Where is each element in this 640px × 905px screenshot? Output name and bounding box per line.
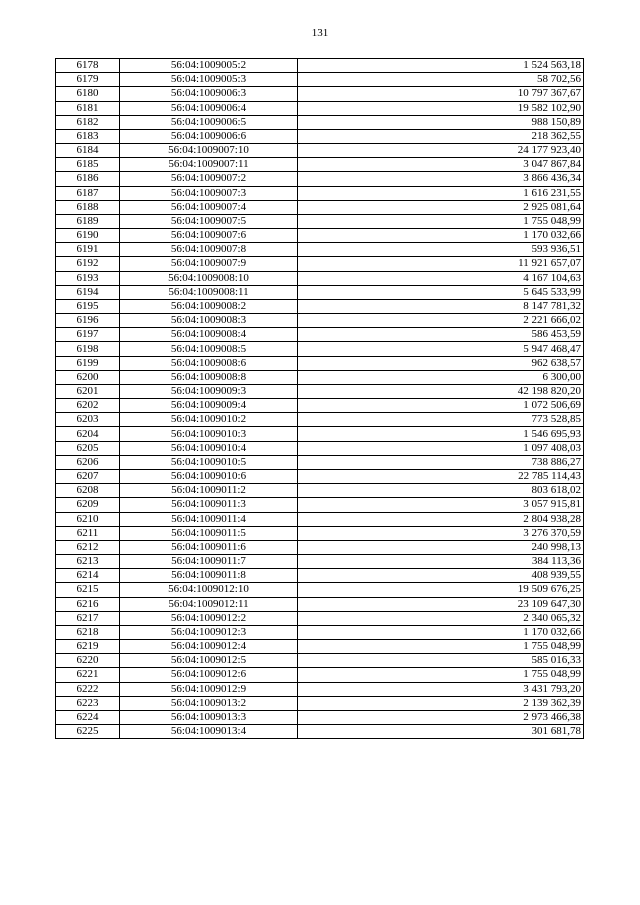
cadastral-number-cell: 56:04:1009010:6 bbox=[120, 469, 298, 483]
table-row bbox=[56, 129, 584, 143]
row-number-cell: 6201 bbox=[56, 384, 120, 398]
cadastral-number-cell: 56:04:1009012:10 bbox=[120, 583, 298, 597]
cadastral-number-cell: 56:04:1009006:5 bbox=[120, 115, 298, 129]
cadastral-number-cell: 56:04:1009012:5 bbox=[120, 654, 298, 668]
cadastral-number-cell: 56:04:1009012:9 bbox=[120, 682, 298, 696]
cadastral-number-cell: 56:04:1009011:6 bbox=[120, 540, 298, 554]
row-number-cell: 6190 bbox=[56, 229, 120, 243]
row-number-cell: 6193 bbox=[56, 271, 120, 285]
cadastral-number-cell: 56:04:1009007:4 bbox=[120, 200, 298, 214]
row-number-cell: 6221 bbox=[56, 668, 120, 682]
cadastral-value-table bbox=[55, 58, 584, 739]
cadastral-number-cell: 56:04:1009007:11 bbox=[120, 158, 298, 172]
cadastral-number-cell: 56:04:1009010:2 bbox=[120, 413, 298, 427]
table-row bbox=[56, 569, 584, 583]
row-number-cell: 6187 bbox=[56, 186, 120, 200]
cadastral-value-cell: 11 921 657,07 bbox=[298, 257, 584, 271]
table-row bbox=[56, 200, 584, 214]
cadastral-value-cell: 1 072 506,69 bbox=[298, 399, 584, 413]
row-number-cell: 6200 bbox=[56, 370, 120, 384]
row-number-cell: 6197 bbox=[56, 328, 120, 342]
cadastral-number-cell: 56:04:1009012:2 bbox=[120, 611, 298, 625]
cadastral-value-cell: 593 936,51 bbox=[298, 243, 584, 257]
row-number-cell: 6217 bbox=[56, 611, 120, 625]
row-number-cell: 6181 bbox=[56, 101, 120, 115]
cadastral-value-cell: 585 016,33 bbox=[298, 654, 584, 668]
row-number-cell: 6199 bbox=[56, 356, 120, 370]
cadastral-number-cell: 56:04:1009012:6 bbox=[120, 668, 298, 682]
row-number-cell: 6209 bbox=[56, 498, 120, 512]
row-number-cell: 6191 bbox=[56, 243, 120, 257]
table-row bbox=[56, 342, 584, 356]
cadastral-value-cell: 6 300,00 bbox=[298, 370, 584, 384]
cadastral-value-cell: 240 998,13 bbox=[298, 540, 584, 554]
row-number-cell: 6194 bbox=[56, 285, 120, 299]
cadastral-number-cell: 56:04:1009011:3 bbox=[120, 498, 298, 512]
row-number-cell: 6195 bbox=[56, 299, 120, 313]
cadastral-value-cell: 2 973 466,38 bbox=[298, 710, 584, 724]
cadastral-value-cell: 10 797 367,67 bbox=[298, 87, 584, 101]
cadastral-number-cell: 56:04:1009006:4 bbox=[120, 101, 298, 115]
table-row bbox=[56, 413, 584, 427]
row-number-cell: 6220 bbox=[56, 654, 120, 668]
row-number-cell: 6205 bbox=[56, 441, 120, 455]
table-row bbox=[56, 299, 584, 313]
table-row bbox=[56, 469, 584, 483]
cadastral-value-cell: 22 785 114,43 bbox=[298, 469, 584, 483]
cadastral-value-cell: 3 276 370,59 bbox=[298, 526, 584, 540]
table-row bbox=[56, 682, 584, 696]
cadastral-value-cell: 58 702,56 bbox=[298, 73, 584, 87]
cadastral-value-cell: 5 645 533,99 bbox=[298, 285, 584, 299]
cadastral-value-cell: 2 139 362,39 bbox=[298, 696, 584, 710]
table-row bbox=[56, 101, 584, 115]
cadastral-number-cell: 56:04:1009012:11 bbox=[120, 597, 298, 611]
row-number-cell: 6208 bbox=[56, 484, 120, 498]
row-number-cell: 6196 bbox=[56, 314, 120, 328]
cadastral-number-cell: 56:04:1009007:9 bbox=[120, 257, 298, 271]
table-row bbox=[56, 87, 584, 101]
cadastral-number-cell: 56:04:1009013:4 bbox=[120, 725, 298, 739]
cadastral-value-cell: 24 177 923,40 bbox=[298, 144, 584, 158]
cadastral-value-cell: 3 047 867,84 bbox=[298, 158, 584, 172]
cadastral-number-cell: 56:04:1009013:2 bbox=[120, 696, 298, 710]
table-row bbox=[56, 328, 584, 342]
table-row bbox=[56, 427, 584, 441]
cadastral-value-cell: 23 109 647,30 bbox=[298, 597, 584, 611]
cadastral-number-cell: 56:04:1009007:3 bbox=[120, 186, 298, 200]
row-number-cell: 6198 bbox=[56, 342, 120, 356]
cadastral-value-cell: 1 097 408,03 bbox=[298, 441, 584, 455]
cadastral-value-cell: 5 947 468,47 bbox=[298, 342, 584, 356]
cadastral-value-cell: 19 509 676,25 bbox=[298, 583, 584, 597]
cadastral-number-cell: 56:04:1009005:3 bbox=[120, 73, 298, 87]
cadastral-number-cell: 56:04:1009009:4 bbox=[120, 399, 298, 413]
row-number-cell: 6222 bbox=[56, 682, 120, 696]
cadastral-number-cell: 56:04:1009013:3 bbox=[120, 710, 298, 724]
table-row bbox=[56, 257, 584, 271]
table-row bbox=[56, 640, 584, 654]
row-number-cell: 6188 bbox=[56, 200, 120, 214]
row-number-cell: 6182 bbox=[56, 115, 120, 129]
row-number-cell: 6186 bbox=[56, 172, 120, 186]
cadastral-number-cell: 56:04:1009012:4 bbox=[120, 640, 298, 654]
cadastral-value-cell: 42 198 820,20 bbox=[298, 384, 584, 398]
cadastral-value-cell: 773 528,85 bbox=[298, 413, 584, 427]
cadastral-number-cell: 56:04:1009008:5 bbox=[120, 342, 298, 356]
row-number-cell: 6202 bbox=[56, 399, 120, 413]
row-number-cell: 6216 bbox=[56, 597, 120, 611]
cadastral-number-cell: 56:04:1009008:6 bbox=[120, 356, 298, 370]
row-number-cell: 6224 bbox=[56, 710, 120, 724]
table-row bbox=[56, 625, 584, 639]
cadastral-number-cell: 56:04:1009008:11 bbox=[120, 285, 298, 299]
cadastral-number-cell: 56:04:1009007:8 bbox=[120, 243, 298, 257]
table-row bbox=[56, 384, 584, 398]
row-number-cell: 6204 bbox=[56, 427, 120, 441]
cadastral-value-cell: 1 616 231,55 bbox=[298, 186, 584, 200]
table-row bbox=[56, 59, 584, 73]
row-number-cell: 6179 bbox=[56, 73, 120, 87]
cadastral-number-cell: 56:04:1009007:2 bbox=[120, 172, 298, 186]
row-number-cell: 6189 bbox=[56, 214, 120, 228]
row-number-cell: 6214 bbox=[56, 569, 120, 583]
cadastral-number-cell: 56:04:1009011:4 bbox=[120, 512, 298, 526]
row-number-cell: 6206 bbox=[56, 455, 120, 469]
cadastral-number-cell: 56:04:1009006:3 bbox=[120, 87, 298, 101]
cadastral-value-cell: 3 431 793,20 bbox=[298, 682, 584, 696]
cadastral-value-cell: 962 638,57 bbox=[298, 356, 584, 370]
table-row bbox=[56, 271, 584, 285]
table-body bbox=[56, 59, 584, 739]
table-row bbox=[56, 484, 584, 498]
cadastral-value-cell: 586 453,59 bbox=[298, 328, 584, 342]
table-row bbox=[56, 540, 584, 554]
row-number-cell: 6215 bbox=[56, 583, 120, 597]
table-row bbox=[56, 229, 584, 243]
cadastral-number-cell: 56:04:1009008:3 bbox=[120, 314, 298, 328]
cadastral-number-cell: 56:04:1009011:8 bbox=[120, 569, 298, 583]
cadastral-value-cell: 3 057 915,81 bbox=[298, 498, 584, 512]
table-row bbox=[56, 498, 584, 512]
row-number-cell: 6219 bbox=[56, 640, 120, 654]
cadastral-value-cell: 803 618,02 bbox=[298, 484, 584, 498]
row-number-cell: 6210 bbox=[56, 512, 120, 526]
cadastral-value-cell: 1 755 048,99 bbox=[298, 640, 584, 654]
cadastral-number-cell: 56:04:1009009:3 bbox=[120, 384, 298, 398]
cadastral-number-cell: 56:04:1009008:2 bbox=[120, 299, 298, 313]
cadastral-number-cell: 56:04:1009012:3 bbox=[120, 625, 298, 639]
row-number-cell: 6211 bbox=[56, 526, 120, 540]
row-number-cell: 6185 bbox=[56, 158, 120, 172]
table-row bbox=[56, 696, 584, 710]
cadastral-value-cell: 3 866 436,34 bbox=[298, 172, 584, 186]
table-row bbox=[56, 314, 584, 328]
row-number-cell: 6178 bbox=[56, 59, 120, 73]
table-row bbox=[56, 144, 584, 158]
cadastral-value-cell: 1 170 032,66 bbox=[298, 625, 584, 639]
table-row bbox=[56, 186, 584, 200]
table-row bbox=[56, 611, 584, 625]
cadastral-number-cell: 56:04:1009011:5 bbox=[120, 526, 298, 540]
table-row bbox=[56, 158, 584, 172]
table-row bbox=[56, 725, 584, 739]
table-row bbox=[56, 654, 584, 668]
cadastral-number-cell: 56:04:1009008:10 bbox=[120, 271, 298, 285]
table-row bbox=[56, 73, 584, 87]
cadastral-number-cell: 56:04:1009006:6 bbox=[120, 129, 298, 143]
cadastral-value-cell: 2 804 938,28 bbox=[298, 512, 584, 526]
row-number-cell: 6183 bbox=[56, 129, 120, 143]
cadastral-value-cell: 4 167 104,63 bbox=[298, 271, 584, 285]
cadastral-value-cell: 1 546 695,93 bbox=[298, 427, 584, 441]
row-number-cell: 6218 bbox=[56, 625, 120, 639]
table-row bbox=[56, 441, 584, 455]
cadastral-value-cell: 1 524 563,18 bbox=[298, 59, 584, 73]
row-number-cell: 6223 bbox=[56, 696, 120, 710]
table-row bbox=[56, 285, 584, 299]
cadastral-value-cell: 2 221 666,02 bbox=[298, 314, 584, 328]
cadastral-value-cell: 218 362,55 bbox=[298, 129, 584, 143]
cadastral-value-cell: 738 886,27 bbox=[298, 455, 584, 469]
table-row bbox=[56, 115, 584, 129]
table-row bbox=[56, 455, 584, 469]
row-number-cell: 6184 bbox=[56, 144, 120, 158]
cadastral-number-cell: 56:04:1009008:4 bbox=[120, 328, 298, 342]
table-row bbox=[56, 243, 584, 257]
table-row bbox=[56, 668, 584, 682]
cadastral-number-cell: 56:04:1009005:2 bbox=[120, 59, 298, 73]
cadastral-value-cell: 301 681,78 bbox=[298, 725, 584, 739]
cadastral-value-cell: 408 939,55 bbox=[298, 569, 584, 583]
cadastral-value-cell: 1 170 032,66 bbox=[298, 229, 584, 243]
row-number-cell: 6207 bbox=[56, 469, 120, 483]
cadastral-number-cell: 56:04:1009011:2 bbox=[120, 484, 298, 498]
table-row bbox=[56, 370, 584, 384]
row-number-cell: 6225 bbox=[56, 725, 120, 739]
cadastral-number-cell: 56:04:1009007:10 bbox=[120, 144, 298, 158]
table-row bbox=[56, 597, 584, 611]
cadastral-value-cell: 2 340 065,32 bbox=[298, 611, 584, 625]
row-number-cell: 6180 bbox=[56, 87, 120, 101]
table-row bbox=[56, 356, 584, 370]
table-row bbox=[56, 526, 584, 540]
row-number-cell: 6203 bbox=[56, 413, 120, 427]
cadastral-value-cell: 988 150,89 bbox=[298, 115, 584, 129]
table-row bbox=[56, 214, 584, 228]
cadastral-number-cell: 56:04:1009011:7 bbox=[120, 555, 298, 569]
table-row bbox=[56, 399, 584, 413]
cadastral-value-cell: 19 582 102,90 bbox=[298, 101, 584, 115]
cadastral-value-cell: 1 755 048,99 bbox=[298, 214, 584, 228]
table-row bbox=[56, 172, 584, 186]
cadastral-value-cell: 384 113,36 bbox=[298, 555, 584, 569]
table-row bbox=[56, 583, 584, 597]
cadastral-number-cell: 56:04:1009007:5 bbox=[120, 214, 298, 228]
row-number-cell: 6213 bbox=[56, 555, 120, 569]
cadastral-value-cell: 1 755 048,99 bbox=[298, 668, 584, 682]
cadastral-number-cell: 56:04:1009008:8 bbox=[120, 370, 298, 384]
cadastral-number-cell: 56:04:1009010:4 bbox=[120, 441, 298, 455]
table-row bbox=[56, 710, 584, 724]
cadastral-number-cell: 56:04:1009010:3 bbox=[120, 427, 298, 441]
cadastral-value-cell: 2 925 081,64 bbox=[298, 200, 584, 214]
cadastral-number-cell: 56:04:1009010:5 bbox=[120, 455, 298, 469]
table-row bbox=[56, 555, 584, 569]
row-number-cell: 6212 bbox=[56, 540, 120, 554]
row-number-cell: 6192 bbox=[56, 257, 120, 271]
table-row bbox=[56, 512, 584, 526]
cadastral-number-cell: 56:04:1009007:6 bbox=[120, 229, 298, 243]
page-number: 131 bbox=[311, 27, 329, 39]
cadastral-value-cell: 8 147 781,32 bbox=[298, 299, 584, 313]
